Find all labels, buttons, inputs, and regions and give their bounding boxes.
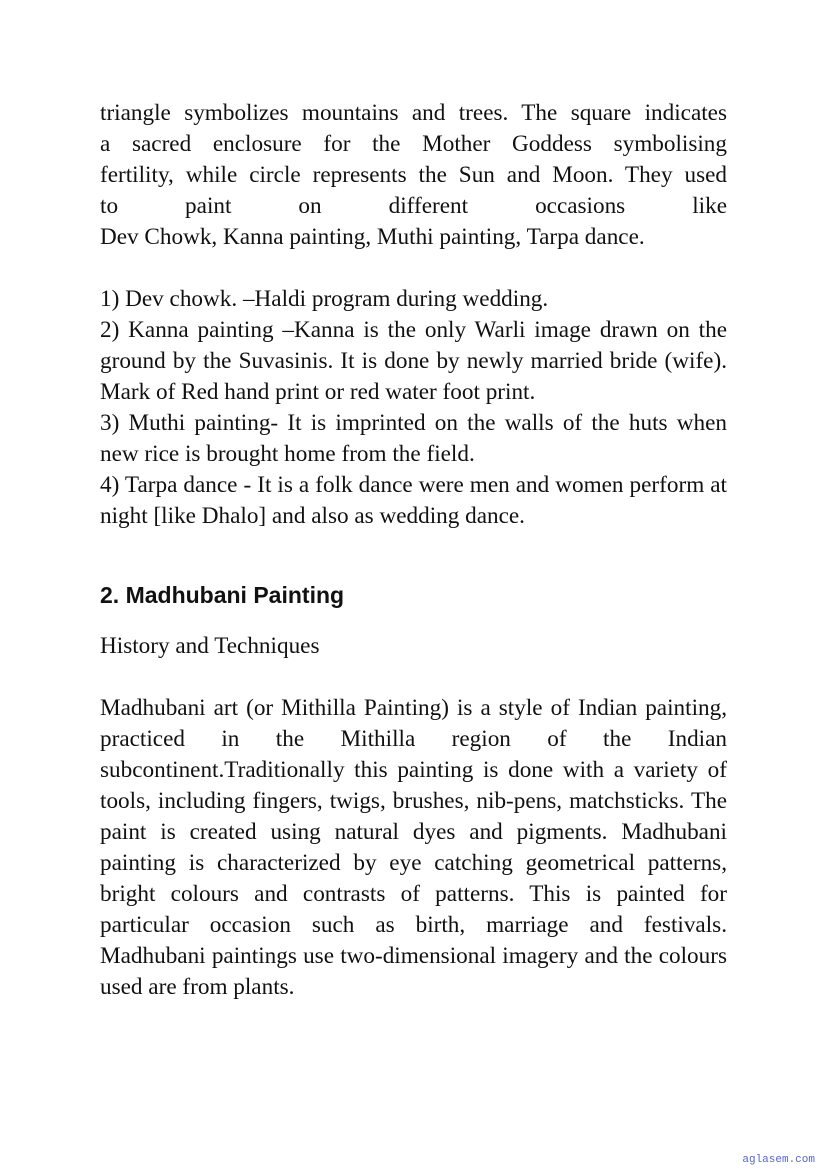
- madhubani-paragraph: Madhubani art (or Mithilla Painting) is a style of Indian painting, practiced in the Mithilla region of the Indian subcontinent.Traditionally this painting is done with a variety of tools, including fingers, twigs, brushes, nib-pens, matchsticks. The paint is created using natural dyes and pigments. Madhubani painting is characterized by eye catching geometrical patterns, bright colours and contrasts of patterns. This is painted for particular occasion such as birth, marriage and festivals. Madhubani paintings use two-dimensional imagery and the colours used are from plants.: [100, 695, 727, 1000]
- warli-intro-line: a sacred enclosure for the Mother Goddess symbolising: [100, 131, 727, 157]
- page-content: [100, 98, 727, 1003]
- warli-intro-line: to paint on different occasions like: [100, 193, 727, 219]
- warli-intro-line: Dev Chowk, Kanna painting, Muthi painting, Tarpa dance.: [100, 224, 645, 250]
- list-item-tarpa-dance: 4) Tarpa dance - It is a folk dance were men and women perform at night [like Dhalo] and also as wedding dance.: [100, 472, 727, 529]
- warli-intro-line: fertility, while circle represents the Sun and Moon. They used: [100, 162, 727, 188]
- list-item-kanna-painting: 2) Kanna painting –Kanna is the only Warli image drawn on the ground by the Suvasinis. It is done by newly married bride (wife). Mark of Red hand print or red water foot print.: [100, 317, 727, 405]
- spacer: [100, 253, 727, 284]
- section-heading-madhubani: 2. Madhubani Painting: [100, 582, 345, 608]
- watermark-footer: aglasem.com: [742, 1154, 815, 1166]
- list-item-dev-chowk: 1) Dev chowk. –Haldi program during wedding.: [100, 286, 549, 312]
- subheading-history: History and Techniques: [100, 633, 320, 659]
- list-item-muthi-painting: 3) Muthi painting- It is imprinted on the walls of the huts when new rice is brought home from the field.: [100, 410, 727, 467]
- warli-occasions-list: [100, 284, 727, 532]
- warli-intro-paragraph: [100, 98, 727, 253]
- warli-intro-line: triangle symbolizes mountains and trees. The square indicates: [100, 100, 727, 126]
